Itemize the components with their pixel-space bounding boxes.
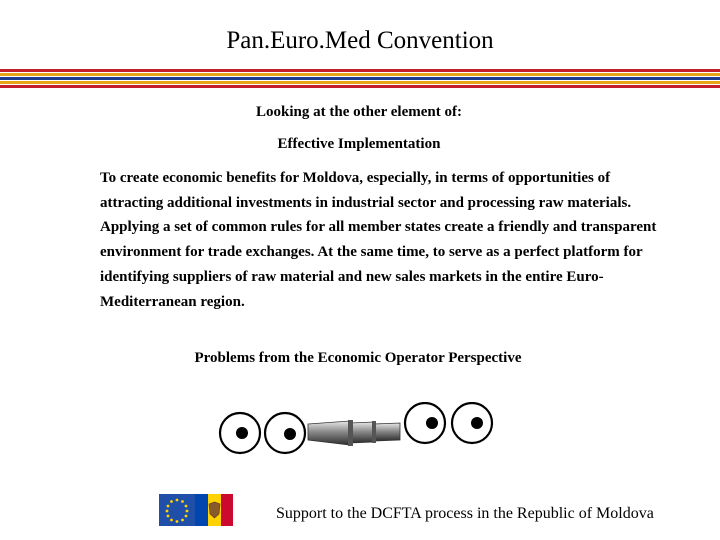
subheading: Effective Implementation <box>277 136 441 152</box>
eu-moldova-flag-icon <box>159 494 233 526</box>
body-paragraph: To create economic benefits for Moldova, especially, in terms of opportunities of attracting additional investments in industrial sector and processing raw materials. Applying a set of common rules for all member states create a friendly and transparent environment for trade exchanges. At the same time, to serve as a perfect platform for identifying suppliers of raw material and new sales markets in the entire Euro-Mediterranean region. <box>100 170 657 310</box>
eyes-and-telescope-icon <box>212 402 497 462</box>
telescope <box>308 420 400 446</box>
header-stripes <box>0 69 720 88</box>
slide-title: Pan.Euro.Med Convention <box>226 27 494 54</box>
footer-text: Support to the DCFTA process in the Republic of Moldova <box>276 505 654 522</box>
lead-text: Looking at the other element of: <box>256 104 462 120</box>
stripe <box>0 85 720 88</box>
problems-heading: Problems from the Economic Operator Perspective <box>194 350 522 366</box>
